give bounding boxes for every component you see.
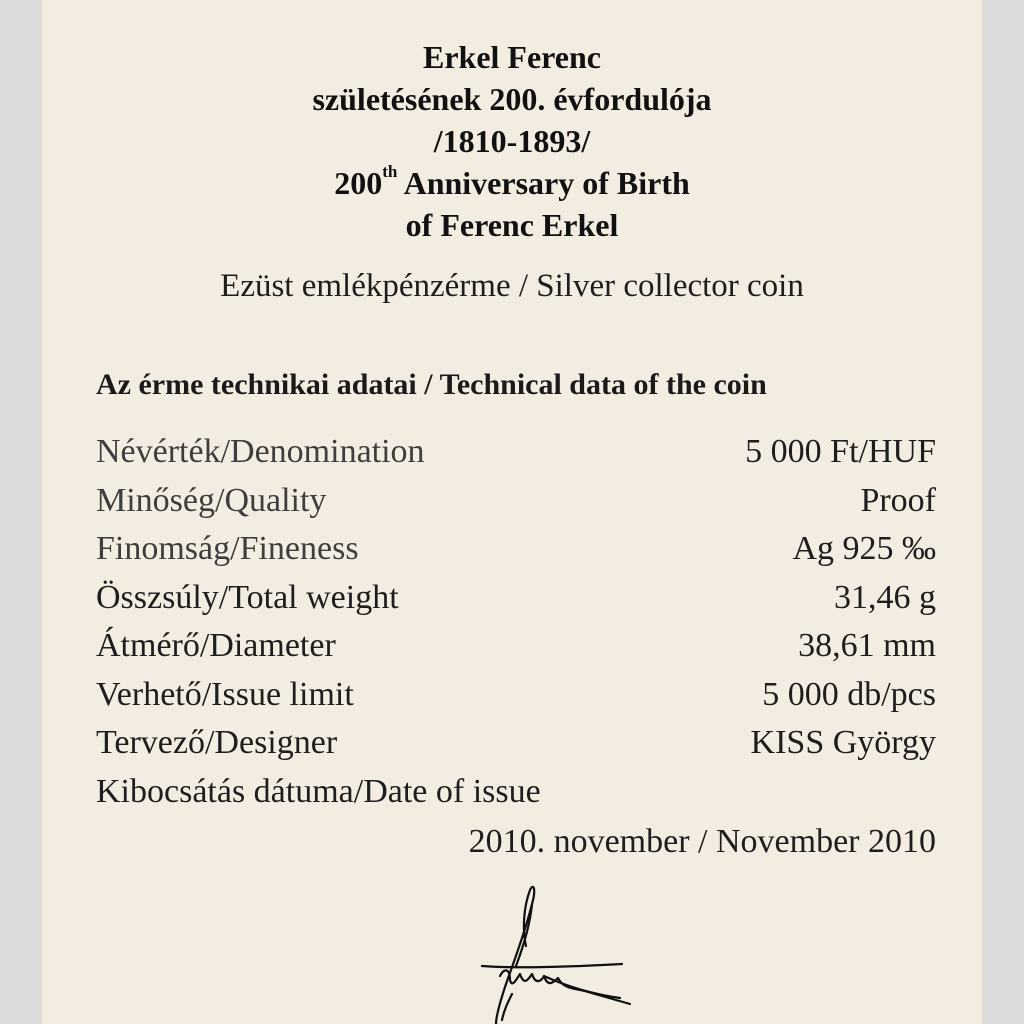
signature-icon (440, 876, 640, 1024)
spec-value: 31,46 g (834, 578, 936, 616)
title-line-1: Erkel Ferenc (422, 39, 601, 75)
spec-label: Átmérő/Diameter (96, 627, 336, 664)
spec-label: Kibocsátás dátuma/Date of issue (96, 772, 541, 810)
spec-value: Proof (860, 481, 936, 519)
specs-table (96, 428, 936, 816)
title-line-4 (42, 162, 982, 204)
spec-value: 5 000 Ft/HUF (745, 433, 936, 470)
title-line-2: születésének 200. évfordulója (312, 81, 712, 117)
spec-row-issue-limit (96, 671, 936, 720)
title-line-5: of Ferenc Erkel (405, 207, 619, 243)
spec-row-total-weight (96, 574, 936, 623)
spec-row-denomination (96, 428, 936, 477)
spec-value: 38,61 mm (798, 627, 936, 664)
spec-value: KISS György (750, 724, 936, 761)
spec-label: Tervező/Designer (96, 724, 338, 761)
anniversary-suffix: th (382, 162, 398, 182)
title-line-3: /1810-1893/ (433, 123, 591, 159)
issue-date: 2010. november / November 2010 (468, 823, 936, 860)
certificate-card (42, 0, 982, 1024)
anniversary-number: 200 (334, 165, 383, 201)
spec-label: Összsúly/Total weight (96, 578, 399, 616)
spec-label: Finomság/Fineness (96, 530, 359, 567)
spec-row-quality (96, 477, 936, 526)
spec-row-diameter (96, 622, 936, 671)
spec-row-date-of-issue (96, 768, 936, 817)
spec-label: Verhető/Issue limit (96, 675, 354, 713)
spec-label: Minőség/Quality (96, 481, 327, 519)
spec-value: 5 000 db/pcs (762, 675, 936, 713)
spec-row-fineness (96, 525, 936, 574)
section-heading: Az érme technikai adatai / Technical data of the coin (96, 368, 767, 401)
subtitle: Ezüst emlékpénzérme / Silver collector coin (220, 268, 804, 304)
spec-value: Ag 925 ‰ (792, 530, 936, 567)
anniversary-text: Anniversary of Birth (397, 165, 690, 201)
spec-row-designer (96, 719, 936, 768)
spec-label: Névérték/Denomination (96, 433, 425, 470)
title-block (42, 36, 982, 246)
